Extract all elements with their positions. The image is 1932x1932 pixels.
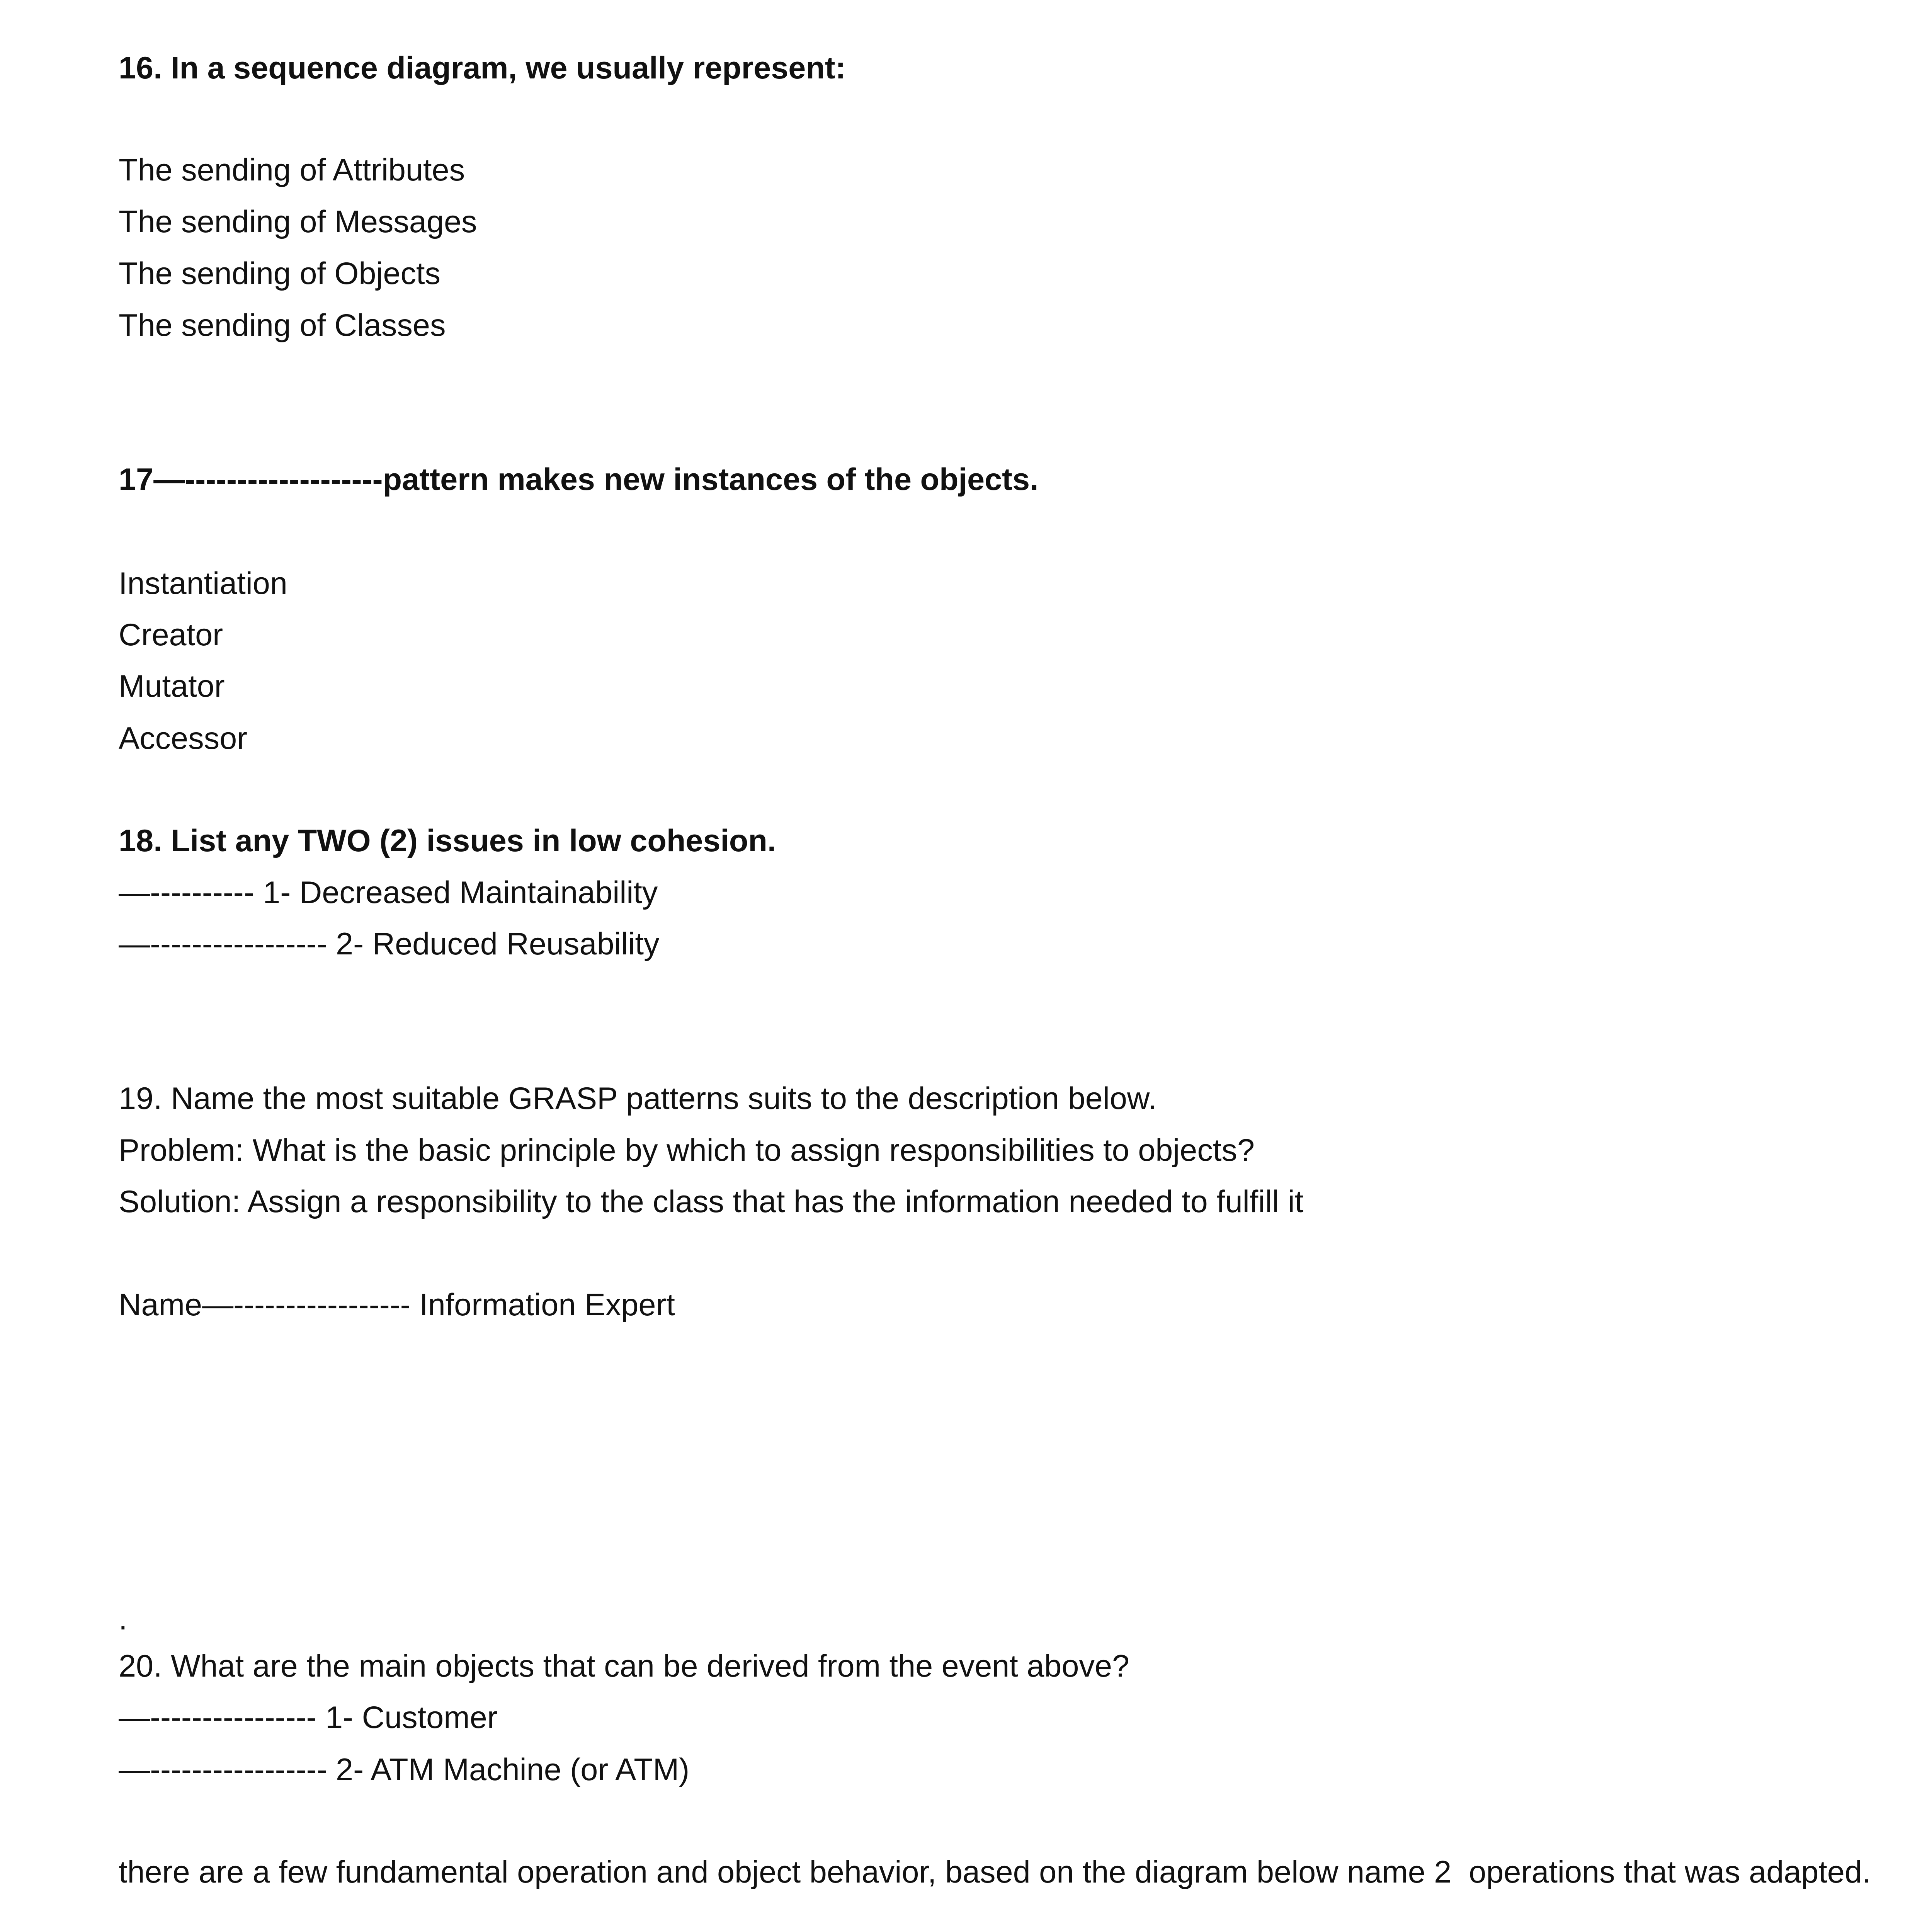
q16-option: The sending of Messages xyxy=(119,204,477,239)
q16-question: 16. In a sequence diagram, we usually represent: xyxy=(119,51,846,85)
q20-answer: —----------------- 2- ATM Machine (or ATM) xyxy=(119,1752,690,1787)
q17-option: Creator xyxy=(119,617,223,652)
q18-answer: —---------- 1- Decreased Maintainability xyxy=(119,875,658,910)
stray-dot: . xyxy=(119,1602,128,1636)
q20-answer: —---------------- 1- Customer xyxy=(119,1700,498,1735)
q16-option: The sending of Attributes xyxy=(119,153,465,187)
q18-answer: —----------------- 2- Reduced Reusability xyxy=(119,927,660,961)
q19-answer: Name—----------------- Information Expert xyxy=(119,1287,675,1322)
q20-question: 20. What are the main objects that can be derived from the event above? xyxy=(119,1649,1130,1684)
q19-question: 19. Name the most suitable GRASP patterns suits to the description below. xyxy=(119,1081,1157,1116)
q17-question: 17—-------------------pattern makes new instances of the objects. xyxy=(119,462,1039,497)
q17-option: Accessor xyxy=(119,721,248,756)
q19-problem: Problem: What is the basic principle by which to assign responsibilities to objects? xyxy=(119,1133,1255,1168)
q17-option: Instantiation xyxy=(119,566,287,601)
q16-option: The sending of Classes xyxy=(119,308,446,343)
q17-option: Mutator xyxy=(119,669,225,704)
q16-option: The sending of Objects xyxy=(119,256,440,291)
q19-solution: Solution: Assign a responsibility to the class that has the information needed to fulfill it xyxy=(119,1184,1304,1219)
q18-question: 18. List any TWO (2) issues in low cohesion. xyxy=(119,823,776,858)
q21-question: there are a few fundamental operation and object behavior, based on the diagram below name 2 operations that was adapted. xyxy=(119,1855,1871,1889)
